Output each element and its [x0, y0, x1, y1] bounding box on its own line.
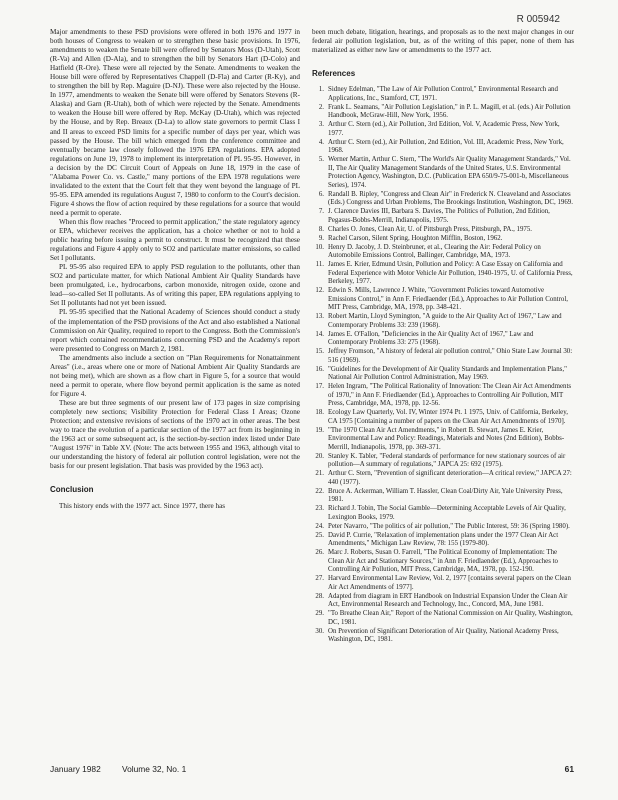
reference-text: J. Clarence Davies III, Barbara S. Davies, The Politics of Pollution, 2nd Edition, Pegasus-Bobbs-Merrill, Indianapolis, 1975. — [328, 208, 550, 224]
reference-item — [312, 226, 574, 235]
reference-text: Frank L. Seamans, "Air Pollution Legislation," in P. L. Magill, et al. (eds.) Air Pollution Handbook, McGraw-Hill, New York, 1956. — [328, 103, 571, 120]
reference-number: 9. — [318, 234, 324, 242]
body-paragraph: PL 95-95 also required EPA to apply PSD regulation to the pollutants, other than SO2 and particulate matter, for which National Ambient Air Quality Standards have been promulgated, i.e., hydrocarbons, carbon monoxide, nitrogen oxide, ozone and lead—so-called Set II pollutants. As of writing this paper, EPA regulations applying to Set II pollutants had not yet been issued. — [50, 263, 300, 308]
reference-number: 26. — [315, 549, 324, 557]
body-paragraph: PL 95-95 specified that the National Academy of Sciences should conduct a study of the implementation of the PSD provisions of the Act and also established a National Commission on Air Quality, required to report to the Congress. Both the Commission's report which contained recommendations concerning PSD and the Academy's report were presented to Congress on March 2, 1981. — [50, 308, 300, 353]
reference-number: 5. — [318, 156, 324, 164]
reference-number: 17. — [315, 383, 324, 391]
reference-text: Arthur C. Stern (ed.), Air Pollution, 3rd Edition, Vol. V, Academic Press, New York, 1977. — [328, 121, 560, 137]
reference-number: 3. — [318, 121, 324, 129]
reference-text: "Guidelines for the Development of Air Quality Standards and Implementation Plans," National Air Pollution Control Administration, May 1969. — [328, 365, 567, 382]
reference-item — [312, 549, 574, 575]
reference-number: 10. — [315, 243, 324, 251]
reference-item — [312, 383, 574, 409]
reference-text: Stanley K. Tabler, "Federal standards of performance for new stationary sources of air pollution—A summary of regulations," JAPCA 25: 692 (1975). — [328, 452, 566, 469]
reference-text: David P. Currie, "Relaxation of implementation plans under the 1977 Clean Air Act Amendments," Michigan Law Review, 78: 155 (1979-80). — [328, 531, 559, 548]
reference-number: 24. — [315, 522, 324, 530]
reference-number: 2. — [318, 103, 324, 111]
reference-item — [312, 104, 574, 121]
reference-text: Jeffrey Fromson, "A history of federal air pollution control," Ohio State Law Journal 30: 516 (1969). — [328, 348, 573, 364]
reference-number: 19. — [315, 426, 324, 434]
right-column — [312, 28, 574, 756]
reference-text: Arthur C. Stern (ed.), Air Pollution, 2nd Edition, Vol. III, Academic Press, New York, 1968. — [328, 138, 564, 155]
reference-number: 27. — [315, 575, 324, 583]
reference-item — [312, 409, 574, 426]
body-paragraph: Major amendments to these PSD provisions were offered in both 1976 and 1977 in both houses of Congress to weaken or to strengthen these basic provisions. In 1976, amendments to weaken the Senate bill were offered by Senators Moss (D-Utah), Scott (R-Va) and Allen (D-Ala), and to strengthen the bill by Senators Hart (D-Colo) and Hatfield (R-Ore). These were all rejected by the Senate. Amendments to weaken the House bill were offered by Representatives Chappell (D-Fla) and Carter (R-Ky), and to strengthen the bill by Rep. Maguire (D-NJ). These were also rejected by the House. In 1977, amendments to weaken the Senate bill were offered by Senators Stevens (R-Alaska) and Garn (R-Utah), both of which were rejected by the Senate. Amendments to weaken the House bill were offered by Rep. McKay (D-Utah), which was rejected by the House, and by Rep. Breaux (D-La) to allow state governors to permit Class I and II areas to exceed PSD limits for a specific number of days per year, which was passed by the House. The bill which emerged from the conference committee and eventually became law closely followed the 1976 EPA regulations. EPA adopted regulations on June 19, 1978 to implement its interpretation of PL 95-95. However, in a decision by the DC Circuit Court of Appeals on June 18, 1979 in the case of "Alabama Power Co. vs. Castle," many portions of the EPA 1978 regulations were invalidated to the extent that the Court felt that they went beyond the language of PL 95-95. EPA amended its regulations August 7, 1980 to conform to the Court's decision. Figure 4 shows the flow of action required by these regulations for a source that would need a permit to operate. — [50, 28, 300, 217]
reference-item — [312, 427, 574, 453]
reference-item — [312, 532, 574, 549]
reference-number: 16. — [315, 365, 324, 373]
reference-number: 1. — [318, 86, 324, 94]
reference-item — [312, 488, 574, 505]
body-paragraph: These are but three segments of our present law of 173 pages in size comprising completely new sections; Visibility Protection for Federal Class I Areas; Ozone Protection; and extensive revisions of sections of the 1970 act in other areas. The best way to trace the evolution of a particular section of the 1977 act from its beginning in the 1963 act or some subsequent act, is the section-by-section index listed under Date "August 1976" in Table XV. (Note: The acts between 1955 and 1963, although vital to our understanding the history of federal air pollution control legislation, were not the basis for our present legislation. That basis was provided by the 1963 act). — [50, 398, 300, 471]
reference-text: Edwin S. Mills, Lawrence J. White, "Government Policies toward Automotive Emissions Control," in Ann F. Friedlaender (Ed.), Approaches to Air Pollution Control, MIT Press, Cambridge, MA, 1978, pp. 348-421. — [328, 287, 568, 312]
document-id: R 005942 — [516, 14, 560, 25]
reference-item — [312, 313, 574, 330]
reference-item — [312, 261, 574, 287]
left-column — [50, 28, 300, 756]
reference-number: 14. — [315, 330, 324, 338]
reference-number: 20. — [315, 452, 324, 460]
reference-text: "To Breathe Clean Air," Report of the National Commission on Air Quality, Washington, DC, 1981. — [328, 610, 573, 626]
reference-item — [312, 156, 574, 190]
reference-text: Robert Martin, Lloyd Symington, "A guide to the Air Quality Act of 1967," Law and Contemporary Problems 33: 239 (1968). — [328, 313, 562, 329]
body-paragraph: When this flow reaches "Proceed to permit application," the state regulatory agency or EPA, whichever receives the application, has a choice whether or not to hold a public hearing before issuing a permit to construct. It must be recognized that these regulations and Figure 4 apply only to SO2 and particulate matter emissions, so called Set I pollutants. — [50, 217, 300, 263]
references-list — [312, 86, 574, 645]
reference-number: 21. — [315, 470, 324, 478]
reference-text: Werner Martin, Arthur C. Stern, "The World's Air Quality Management Standards," Vol. II, The Air Quality Management Standards of the United States, U.S. Environmental Protection Agency, Washington, D.C. (Publication EPA 650/9-75-001-b, Miscellaneous Series), 1974. — [328, 156, 571, 189]
reference-item — [312, 523, 574, 532]
conclusion-heading: Conclusion — [50, 485, 94, 495]
reference-item — [312, 331, 574, 348]
continued-paragraph: been much debate, litigation, hearings, and proposals as to the next major changes in our federal air pollution legislation, but, as of the writing of this paper, none of them has materialized as either new law or amendments to the 1977 act. — [312, 28, 574, 55]
reference-text: Harvard Environmental Law Review, Vol. 2, 1977 [contains several papers on the Clean Air Act Amendments of 1977]. — [328, 575, 571, 591]
reference-text: Henry D. Jacoby, J. D. Steinbruner, et al., Clearing the Air: Federal Policy on Automobile Emissions Control, Ballinger, Cambridge, MA, 1973. — [328, 243, 541, 260]
reference-item — [312, 575, 574, 592]
reference-number: 29. — [315, 610, 324, 618]
reference-text: James E. Krier, Edmund Ursin, Pollution and Policy: A Case Essay on California and Federal Experience with Motor Vehicle Air Pollution, 1940-1975, U. of California Press, Berkeley, 1977. — [328, 261, 573, 286]
reference-text: Arthur C. Stern, "Prevention of significant deterioration—A critical review," JAPCA 27: 440 (1977). — [328, 470, 572, 486]
reference-item — [312, 287, 574, 313]
reference-text: Adapted from diagram in ERT Handbook on Industrial Expansion Under the Clean Air Act, Environmental Research and Technology, Inc., Concord, MA, June 1981. — [328, 592, 568, 609]
reference-number: 18. — [315, 409, 324, 417]
conclusion-paragraph: This history ends with the 1977 act. Since 1977, there has — [59, 502, 226, 511]
reference-text: Sidney Edelman, "The Law of Air Pollution Control," Environmental Research and Applications, Inc., Stamford, CT, 1971. — [328, 86, 558, 102]
reference-item — [312, 244, 574, 261]
reference-number: 11. — [315, 261, 324, 269]
reference-text: Rachel Carson, Silent Spring, Houghton Mifflin, Boston, 1962. — [328, 234, 503, 242]
reference-item — [312, 593, 574, 610]
reference-text: Helen Ingram, "The Political Rationality of Innovation: The Clean Air Act Amendments of 1970," in Ann F. Friedlaender (Ed.), Approaches to Controlling Air Pollution, MIT Press, Cambridge, MA, 1978, pp. 12-56. — [328, 383, 572, 408]
reference-item — [312, 453, 574, 470]
reference-number: 4. — [318, 138, 324, 146]
reference-text: Peter Navarro, "The politics of air pollution," The Public Interest, 59: 36 (Spring 1980). — [328, 522, 570, 530]
reference-number: 25. — [315, 531, 324, 539]
body-paragraph: The amendments also include a section on "Plan Requirements for Nonattainment Areas" (i.e., areas where one or more of National Ambient Air Quality Standards are not being met), which are shown as a flow chart in Figure 5, for a source that would need a permit to operate, where flow beyond permit application is the same as noted for Figure 4. — [50, 353, 300, 398]
reference-number: 22. — [315, 487, 324, 495]
reference-number: 6. — [318, 190, 324, 198]
reference-number: 23. — [315, 505, 324, 513]
reference-number: 15. — [315, 348, 324, 356]
footer-volume: Volume 32, No. 1 — [122, 764, 187, 774]
reference-item — [312, 86, 574, 103]
reference-item — [312, 139, 574, 156]
reference-text: Randall B. Ripley, "Congress and Clean Air" in Frederick N. Cleaveland and Associates (Eds.) Congress and Urban Problems, The Brookings Institution, Washington, DC, 1969. — [328, 190, 573, 207]
reference-number: 7. — [318, 208, 324, 216]
reference-item — [312, 348, 574, 365]
reference-number: 30. — [315, 627, 324, 635]
reference-text: Marc J. Roberts, Susan O. Farrell, "The Political Economy of Implementation: The Clean Air Act and Stationary Sources," in Ann F. Friedlaender (Ed.), Approaches to Controlling Air Pollution, MIT Press, Cambridge, MA, 1978, pp. 152-190. — [328, 549, 558, 574]
reference-item — [312, 121, 574, 138]
reference-text: Richard J. Tobin, The Social Gamble—Determining Acceptable Levels of Air Quality, Lexington Books, 1979. — [328, 505, 566, 521]
reference-text: Ecology Law Quarterly, Vol. IV, Winter 1974 Pt. 1 1975, Univ. of California, Berkeley, CA 1975 [Containing a number of papers on the Clean Air Act Amendments of 1970]. — [328, 409, 568, 425]
reference-text: Bruce A. Ackerman, William T. Hassler, Clean Coal/Dirty Air, Yale University Press, 1981. — [328, 487, 563, 504]
reference-item — [312, 235, 574, 244]
reference-text: On Prevention of Significant Deterioration of Air Quality, National Academy Press, Washington, DC, 1981. — [328, 627, 559, 644]
reference-text: Charles O. Jones, Clean Air, U. of Pittsburgh Press, Pittsburgh, PA., 1975. — [328, 225, 533, 233]
references-heading: References — [312, 69, 356, 79]
reference-number: 12. — [315, 287, 324, 295]
reference-item — [312, 191, 574, 208]
reference-item — [312, 628, 574, 645]
reference-number: 8. — [318, 225, 324, 233]
reference-item — [312, 470, 574, 487]
reference-text: "The 1970 Clean Air Act Amendments," in Robert B. Stewart, James E. Krier, Environmental Law and Policy: Readings, Materials and Notes (2nd Edition), Bobbs-Merrill, Indianapolis, 1978, pp. 369-371. — [328, 426, 565, 451]
page-number: 61 — [564, 764, 574, 774]
reference-item — [312, 610, 574, 627]
reference-item — [312, 505, 574, 522]
reference-number: 28. — [315, 592, 324, 600]
reference-item — [312, 366, 574, 383]
footer-date: January 1982 — [50, 764, 101, 774]
reference-number: 13. — [315, 313, 324, 321]
reference-item — [312, 208, 574, 225]
reference-text: James E. O'Fallon, "Deficiencies in the Air Quality Act of 1967," Law and Contemporary Problems 33: 275 (1968). — [328, 330, 534, 347]
